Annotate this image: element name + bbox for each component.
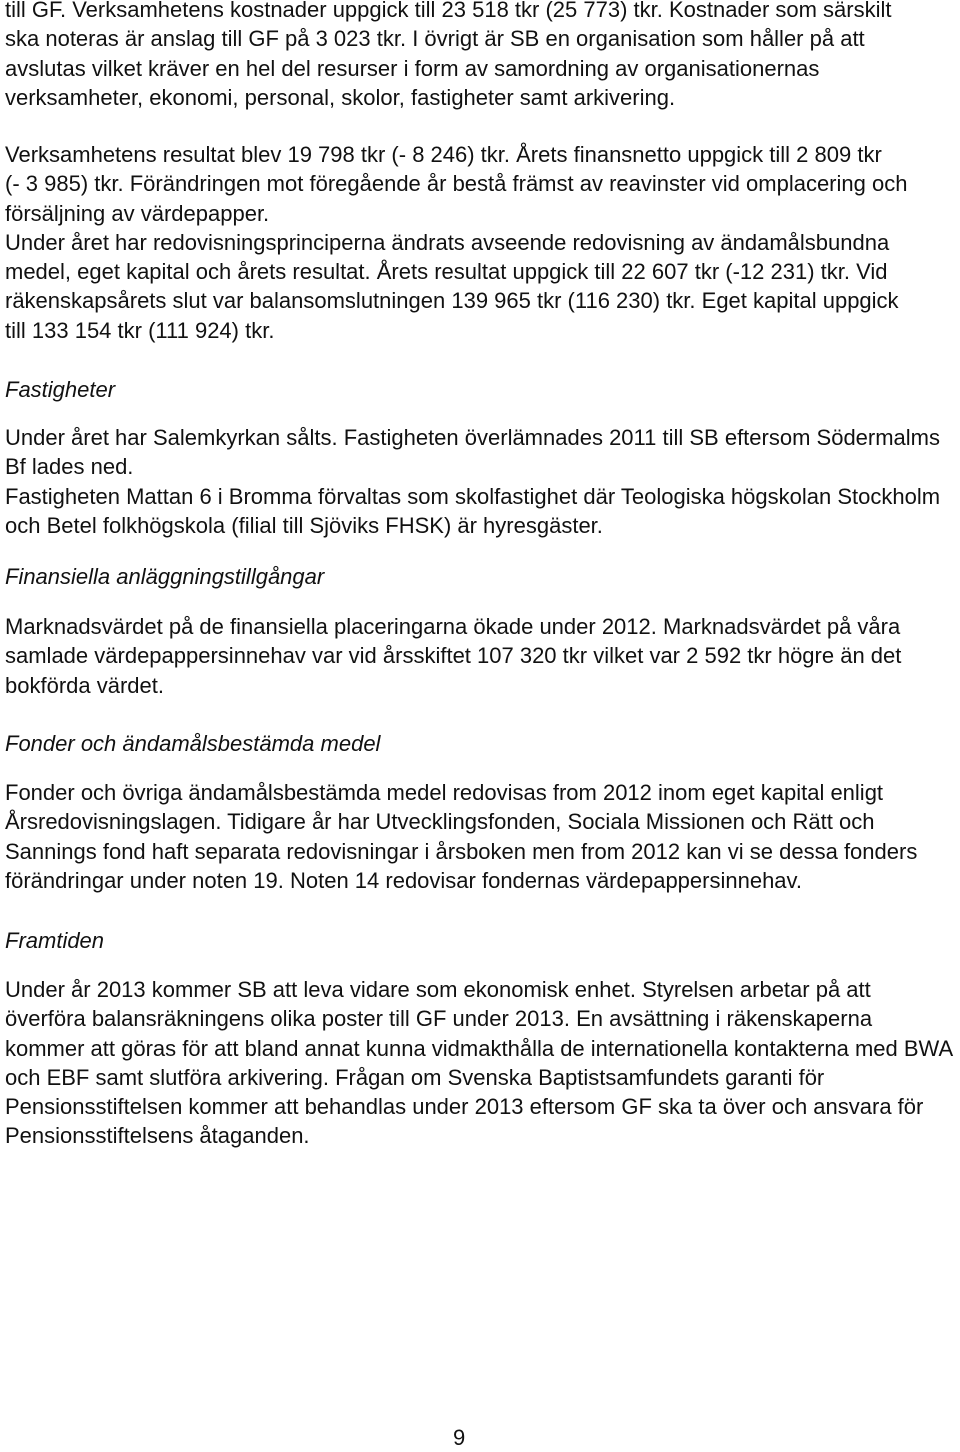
text-line: bokförda värdet. (5, 672, 164, 698)
section-heading-framtiden (5, 926, 960, 955)
text-line: till 133 154 tkr (111 924) tkr. (5, 317, 275, 343)
text-line: samlade värdepappersinnehav var vid årsskiftet 107 320 tkr vilket var 2 592 tkr högre än det (5, 643, 902, 669)
section-heading-fastigheter (5, 375, 960, 404)
text-line: Verksamhetens resultat blev 19 798 tkr (- 8 246) tkr. Årets finansnetto uppgick till 2 809 tkr (5, 142, 882, 167)
text-line: Under året har redovisningsprinciperna ändrats avseende redovisning av ändamålsbundna (5, 229, 890, 255)
section-heading: Fonder och ändamålsbestämda medel (5, 731, 381, 756)
text-line: Bf lades ned. (5, 454, 134, 480)
text-line: överföra balansräkningens olika poster till GF under 2013. En avsättning i räkenskaperna (5, 1006, 873, 1032)
intro-paragraph (5, 0, 960, 112)
text-line: Under året har Salemkyrkan sålts. Fastigheten överlämnades 2011 till SB eftersom Södermalms (5, 425, 941, 450)
text-line: medel, eget kapital och årets resultat. Årets resultat uppgick till 22 607 tkr (-12 231) tkr. Vid (5, 259, 888, 285)
finansiella-paragraph (5, 612, 960, 700)
section-heading: Finansiella anläggningstillgångar (5, 564, 325, 589)
text-line: Fastigheten Mattan 6 i Bromma förvaltas som skolfastighet där Teologiska högskolan Stockholm (5, 483, 941, 509)
text-line: Pensionsstiftelsen kommer att behandlas under 2013 eftersom GF ska ta över och ansvara för (5, 1094, 924, 1120)
text-line: Under år 2013 kommer SB att leva vidare som ekonomisk enhet. Styrelsen arbetar på att (5, 977, 871, 1002)
page-number: 9 (453, 1425, 466, 1450)
text-line: försäljning av värdepapper. (5, 200, 270, 226)
text-line: Marknadsvärdet på de finansiella placeringarna ökade under 2012. Marknadsvärdet på våra (5, 614, 901, 639)
text-line: förändringar under noten 19. Noten 14 redovisar fondernas värdepappersinnehav. (5, 867, 803, 893)
fonder-paragraph (5, 778, 960, 895)
text-line: till GF. Verksamhetens kostnader uppgick till 23 518 tkr (25 773) tkr. Kostnader som särskilt (5, 0, 892, 22)
section-heading: Framtiden (5, 928, 105, 953)
section-heading-fonder (5, 729, 960, 758)
fastigheter-paragraph (5, 423, 960, 540)
text-line: avslutas vilket kräver en hel del resurser i form av samordning av organisationernas (5, 55, 820, 81)
text-line: ska noteras är anslag till GF på 3 023 tkr. I övrigt är SB en organisation som håller på att (5, 26, 865, 52)
text-line: och EBF samt slutföra arkivering. Frågan om Svenska Baptistsamfundets garanti för (5, 1064, 825, 1090)
text-line: verksamheter, ekonomi, personal, skolor, fastigheter samt arkivering. (5, 84, 676, 110)
text-line: och Betel folkhögskola (filial till Sjöviks FHSK) är hyresgäster. (5, 512, 603, 538)
section-heading: Fastigheter (5, 377, 116, 402)
results-paragraph (5, 140, 960, 345)
framtiden-paragraph (5, 975, 960, 1151)
text-line: Årsredovisningslagen. Tidigare år har Utvecklingsfonden, Sociala Missionen och Rätt och (5, 809, 875, 835)
text-line: (- 3 985) tkr. Förändringen mot föregående år bestå främst av reavinster vid omplacering och (5, 171, 908, 197)
text-line: kommer att göras för att bland annat kunna vidmakthålla de internationella kontakterna med BWA (5, 1035, 954, 1061)
text-line: Sannings fond haft separata redovisningar i årsboken men from 2012 kan vi se dessa fonders (5, 838, 918, 864)
text-line: Pensionsstiftelsens åtaganden. (5, 1123, 310, 1149)
text-line: räkenskapsårets slut var balansomslutningen 139 965 tkr (116 230) tkr. Eget kapital uppgick (5, 288, 899, 314)
section-heading-finansiella (5, 562, 960, 591)
text-line: Fonder och övriga ändamålsbestämda medel redovisas from 2012 inom eget kapital enligt (5, 780, 884, 805)
